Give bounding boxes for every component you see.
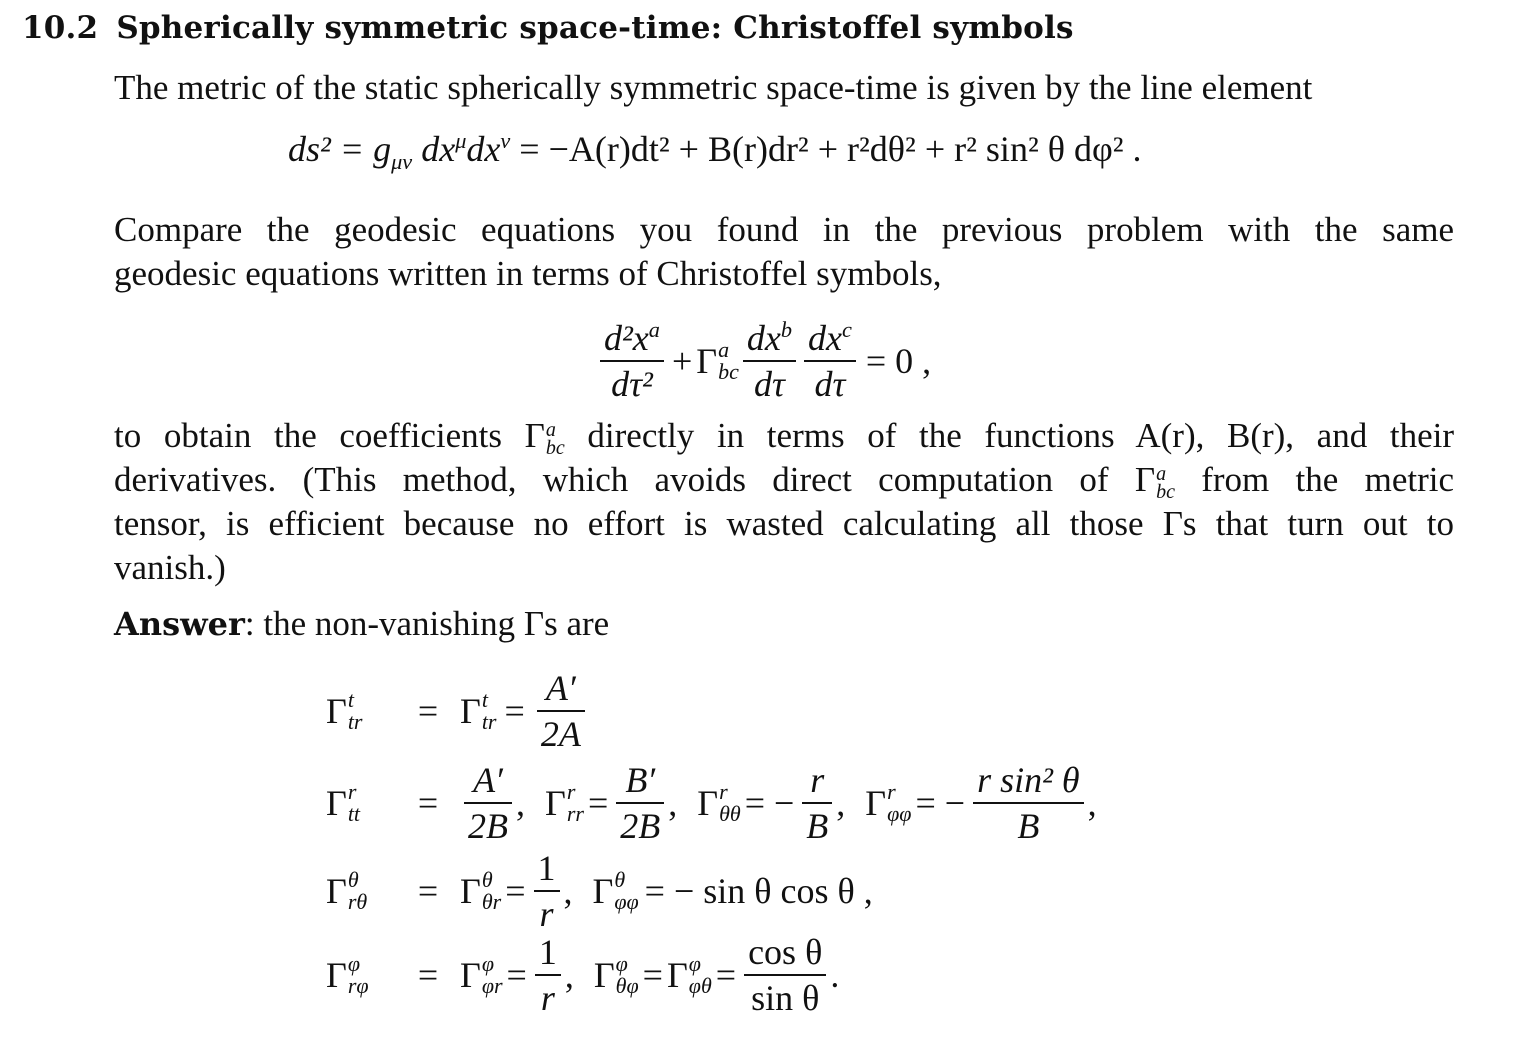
gamma-r-thetatheta: [697, 781, 740, 825]
fraction-B-prime-2B: $\frac{B'}{2B}$: [616, 758, 664, 848]
christoffel-index: φr: [481, 973, 503, 998]
fraction-rsin2-B: $\frac{\text{r sin² θ}}{B}$: [973, 758, 1084, 848]
equals-1: =: [417, 691, 439, 731]
gamma-t-tr: [326, 689, 396, 733]
christoffel-index: rr: [566, 801, 584, 826]
christoffel-index: r: [566, 779, 576, 804]
nu-index: ν: [500, 128, 511, 153]
gamma-r-phiphi: [865, 781, 911, 825]
christoffel-index: t: [347, 687, 354, 712]
section-heading: [22, 10, 1074, 46]
gamma-r-rr: [545, 781, 584, 825]
equals-minus-2: = −: [915, 783, 966, 823]
comma-2: ,: [668, 783, 678, 823]
dx-b: dx: [746, 318, 781, 358]
christoffel-index: φ: [347, 951, 360, 976]
christoffel-index: a: [1156, 462, 1167, 485]
christoffel-index: r: [347, 779, 357, 804]
equals-7: =: [417, 955, 439, 995]
gamma-symbol: Γ: [460, 871, 481, 911]
plus-sign: +: [671, 341, 693, 381]
christoffel-index: φφ: [887, 801, 912, 826]
dtau-b: dτ: [753, 364, 785, 404]
gamma-symbol: Γ: [326, 691, 347, 731]
gamma-symbol: Γ: [545, 783, 566, 823]
d2x-numerator: d²x: [604, 318, 649, 358]
christoffel-row-2: [326, 758, 1097, 848]
gamma-phi-phitheta: [667, 953, 712, 997]
gamma-theta-thetar: [460, 869, 501, 913]
equals-5: =: [417, 871, 439, 911]
dtau-c: dτ: [814, 364, 846, 404]
obtain-line-2: [114, 458, 1454, 502]
obtain-line-1: [114, 414, 1454, 458]
obtain-line-2a: derivatives. (This method, which avoids direct computation of: [114, 460, 1109, 499]
fraction-A-prime-2B: $\frac{A'}{2B}$: [464, 758, 512, 848]
gamma-symbol: Γ: [865, 783, 887, 823]
christoffel-index: bc: [545, 436, 565, 459]
fraction-r-B: $\frac{r}{B}$: [802, 758, 832, 848]
christoffel-index: φ: [615, 951, 628, 976]
gamma-symbol: Γ: [326, 871, 347, 911]
christoffel-index: φθ: [688, 973, 712, 998]
gamma-phi-rphi: [326, 953, 396, 997]
christoffel-index: r: [887, 779, 896, 804]
equals-zero: = 0 ,: [865, 341, 932, 381]
gamma-theta-rtheta: [326, 869, 396, 913]
christoffel-index: φ: [688, 951, 701, 976]
christoffel-index: tr: [347, 709, 363, 734]
obtain-line-3: tensor, is efficient because no effort is wasted calculating all those Γs that turn out to: [114, 504, 1454, 543]
comma-5: ,: [563, 871, 573, 911]
section-title: Spherically symmetric space-time: Christoffel symbols: [116, 10, 1074, 46]
comma-4: ,: [1087, 783, 1097, 823]
obtain-line-2b: from the metric: [1201, 460, 1454, 499]
intro-text: The metric of the static spherically symmetric space-time is given by the line element: [114, 68, 1313, 107]
christoffel-index: tt: [347, 801, 361, 826]
christoffel-index: rθ: [347, 889, 368, 914]
christoffel-index: θ: [481, 867, 493, 892]
gamma-t-rt: [460, 689, 497, 733]
christoffel-row-1: [326, 666, 589, 756]
obtain-line-4: vanish.): [114, 548, 226, 587]
mu-index: μ: [455, 128, 467, 153]
christoffel-index: θ: [347, 867, 359, 892]
gamma-phi-phir: [460, 953, 503, 997]
dx-c: dx: [807, 318, 842, 358]
gamma-symbol: Γ: [593, 955, 615, 995]
gamma-symbol: Γ: [697, 783, 719, 823]
gamma-symbol: Γ: [592, 871, 614, 911]
gamma-symbol: Γ: [460, 691, 481, 731]
dxb-fraction: [743, 316, 796, 406]
section-number: 10.2: [22, 10, 99, 46]
comma-6: ,: [564, 955, 574, 995]
line-element-lhs: ds² = g: [288, 129, 392, 169]
equals-3: =: [417, 783, 439, 823]
dxc-fraction: [804, 316, 856, 406]
answer-paragraph: [114, 602, 1454, 646]
christoffel-index: rφ: [347, 973, 369, 998]
equals-9: =: [642, 955, 663, 995]
christoffel-row-3: [326, 846, 873, 936]
christoffel-index: bc: [1156, 480, 1175, 503]
gamma-symbol: Γ: [666, 955, 688, 995]
gamma-symbol: Γ: [326, 783, 347, 823]
second-derivative-fraction: [600, 316, 664, 406]
a-index: a: [648, 317, 660, 342]
christoffel-index: θθ: [719, 801, 741, 826]
gamma-phi-thetaphi: [594, 953, 639, 997]
christoffel-index: θ: [614, 867, 626, 892]
lower-index: bc: [718, 359, 739, 384]
obtain-line-1b: directly in terms of the functions A(r), B(r), and their: [587, 416, 1454, 455]
compare-line-1: Compare the geodesic equations you found in the previous problem with the same: [114, 210, 1454, 249]
metric-index: μν: [391, 149, 413, 175]
intro-paragraph: [114, 66, 1454, 110]
christoffel-index: a: [545, 418, 556, 441]
gamma-r-tt: [326, 781, 396, 825]
answer-line: [114, 602, 1454, 646]
obtain-paragraph: [114, 414, 1454, 590]
christoffel-row-4: [326, 930, 839, 1020]
gamma-inline-2: Γ a bc: [1134, 460, 1175, 503]
geodesic-equation: [596, 316, 931, 406]
dx-nu: dx: [466, 129, 501, 169]
fraction-A-prime-2A: $\frac{A'}{2A}$: [537, 666, 585, 756]
comma-3: ,: [836, 783, 846, 823]
line-element-rhs: = −A(r)dt² + B(r)dr² + r²dθ² + r² sin² θ dφ² .: [519, 129, 1142, 169]
equals-minus-1: = −: [744, 783, 795, 823]
dtau2-denominator: dτ²: [611, 364, 653, 404]
dx-mu: dx: [421, 129, 456, 169]
period: .: [830, 955, 840, 995]
christoffel-index: φφ: [614, 889, 639, 914]
equals-6: =: [505, 871, 526, 911]
sin-cos-expression: = − sin θ cos θ ,: [644, 871, 873, 911]
equals-8: =: [506, 955, 527, 995]
christoffel-index: t: [481, 687, 488, 712]
c-index: c: [841, 317, 852, 342]
b-index: b: [780, 317, 792, 342]
gamma-inline-1: Γ a bc: [524, 416, 565, 459]
compare-line-2: geodesic equations written in terms of Christoffel symbols,: [114, 254, 942, 293]
gamma-symbol: Γ: [326, 955, 347, 995]
answer-label: Answer: [114, 605, 245, 643]
fraction-1-r-a: $\frac{1}{r}$: [534, 846, 560, 936]
gamma-symbol: Γ: [460, 955, 481, 995]
fraction-cos-sin: $\frac{\text{cos θ}}{\text{sin θ}}$: [744, 930, 826, 1020]
gamma-theta-phiphi: [593, 869, 639, 913]
christoffel-index: θφ: [615, 973, 639, 998]
christoffel-index: φ: [481, 951, 494, 976]
upper-index: a: [718, 337, 730, 362]
fraction-1-r-b: $\frac{1}{r}$: [535, 930, 561, 1020]
gamma-indices: [718, 339, 739, 383]
equals-2: =: [504, 691, 525, 731]
christoffel-index: θr: [481, 889, 502, 914]
answer-text: : the non-vanishing Γs are: [244, 604, 610, 643]
obtain-line-1a: to obtain the coefficients: [114, 416, 502, 455]
compare-paragraph: [114, 208, 1454, 296]
equals-4: =: [587, 783, 609, 823]
gamma-symbol: Γ: [696, 341, 718, 381]
equals-10: =: [715, 955, 737, 995]
christoffel-index: tr: [481, 709, 497, 734]
comma-1: ,: [516, 783, 525, 823]
christoffel-index: r: [719, 779, 728, 804]
line-element-equation: [288, 128, 1142, 175]
